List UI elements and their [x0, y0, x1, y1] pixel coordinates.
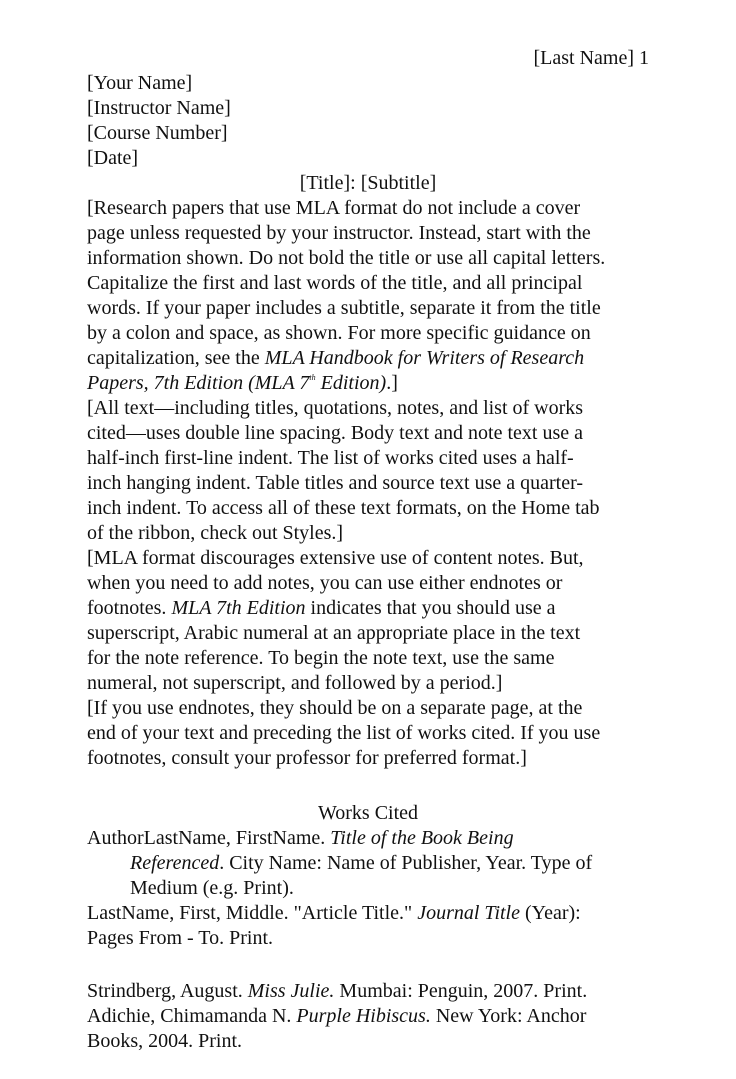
citation-line: Medium (e.g. Print). — [130, 877, 294, 899]
book-title: Title of the Book Being — [330, 827, 514, 849]
citation-text: Adichie, Chimamanda N. — [87, 1005, 297, 1027]
citation-text: (Year): — [520, 902, 581, 924]
citation-text: Strindberg, August. — [87, 980, 248, 1002]
book-title: Purple Hibiscus. — [296, 1005, 431, 1027]
course-number: [Course Number] — [87, 122, 228, 144]
citation-line — [87, 979, 587, 1004]
body-text: footnotes. — [87, 597, 172, 619]
citation-text: . City Name: Name of Publisher, Year. Type of — [219, 852, 593, 874]
book-title: Miss Julie. — [247, 980, 335, 1002]
body-text: capitalization, see the — [87, 347, 265, 369]
citation-line: Books, 2004. Print. — [87, 1030, 243, 1052]
body-line — [87, 371, 398, 396]
handbook-title: MLA Handbook for Writers of Research — [264, 347, 585, 369]
body-line: of the ribbon, check out Styles.] — [87, 522, 344, 544]
handbook-title-part: Edition) — [315, 372, 387, 394]
citation-text: LastName, First, Middle. "Article Title." — [87, 902, 418, 924]
journal-title: Journal Title — [417, 902, 520, 924]
body-line: superscript, Arabic numeral at an appropriate place in the text — [87, 622, 581, 644]
instructor-name: [Instructor Name] — [87, 97, 231, 119]
citation-line — [87, 1004, 586, 1029]
body-line: cited—uses double line spacing. Body text and note text use a — [87, 422, 583, 444]
body-line: Capitalize the first and last words of the title, and all principal — [87, 272, 583, 294]
author-name: [Your Name] — [87, 72, 193, 94]
body-line — [87, 346, 584, 371]
citation-line: Pages From - To. Print. — [87, 927, 274, 949]
body-line: by a colon and space, as shown. For more specific guidance on — [87, 322, 591, 344]
citation-line — [87, 826, 514, 851]
body-line: page unless requested by your instructor. Instead, start with the — [87, 222, 591, 244]
body-line: [MLA format discourages extensive use of content notes. But, — [87, 547, 584, 569]
page-number-header: [Last Name] 1 — [533, 47, 649, 69]
paper-date: [Date] — [87, 147, 139, 169]
citation-text: AuthorLastName, FirstName. — [87, 827, 331, 849]
edition-title: MLA 7th Edition — [171, 597, 306, 619]
citation-line — [87, 901, 581, 926]
handbook-title — [87, 372, 386, 394]
body-text: .] — [386, 372, 398, 394]
body-line: for the note reference. To begin the note text, use the same — [87, 647, 555, 669]
body-text: indicates that you should use a — [305, 597, 556, 619]
ordinal-superscript: th — [309, 373, 316, 382]
citation-text: Mumbai: Penguin, 2007. Print. — [334, 980, 588, 1002]
body-line: inch hanging indent. Table titles and source text use a quarter- — [87, 472, 584, 494]
book-title: Referenced — [130, 852, 220, 874]
body-line: end of your text and preceding the list of works cited. If you use — [87, 722, 601, 744]
body-line: [If you use endnotes, they should be on a separate page, at the — [87, 697, 583, 719]
body-line: information shown. Do not bold the title or use all capital letters. — [87, 247, 606, 269]
body-line: footnotes, consult your professor for preferred format.] — [87, 747, 527, 769]
handbook-title-part: Papers, 7th Edition (MLA 7 — [87, 372, 310, 394]
body-line: [Research papers that use MLA format do not include a cover — [87, 197, 581, 219]
body-line: [All text—including titles, quotations, notes, and list of works — [87, 397, 584, 419]
paper-title: [Title]: [Subtitle] — [299, 172, 437, 194]
citation-line — [130, 851, 592, 876]
body-line: numeral, not superscript, and followed by a period.] — [87, 672, 503, 694]
body-line: words. If your paper includes a subtitle, separate it from the title — [87, 297, 601, 319]
citation-text: New York: Anchor — [430, 1005, 587, 1027]
body-line — [87, 596, 555, 621]
works-cited-heading: Works Cited — [317, 802, 419, 824]
body-line: half-inch first-line indent. The list of works cited uses a half- — [87, 447, 574, 469]
body-line: inch indent. To access all of these text formats, on the Home tab — [87, 497, 600, 519]
body-line: when you need to add notes, you can use either endnotes or — [87, 572, 563, 594]
